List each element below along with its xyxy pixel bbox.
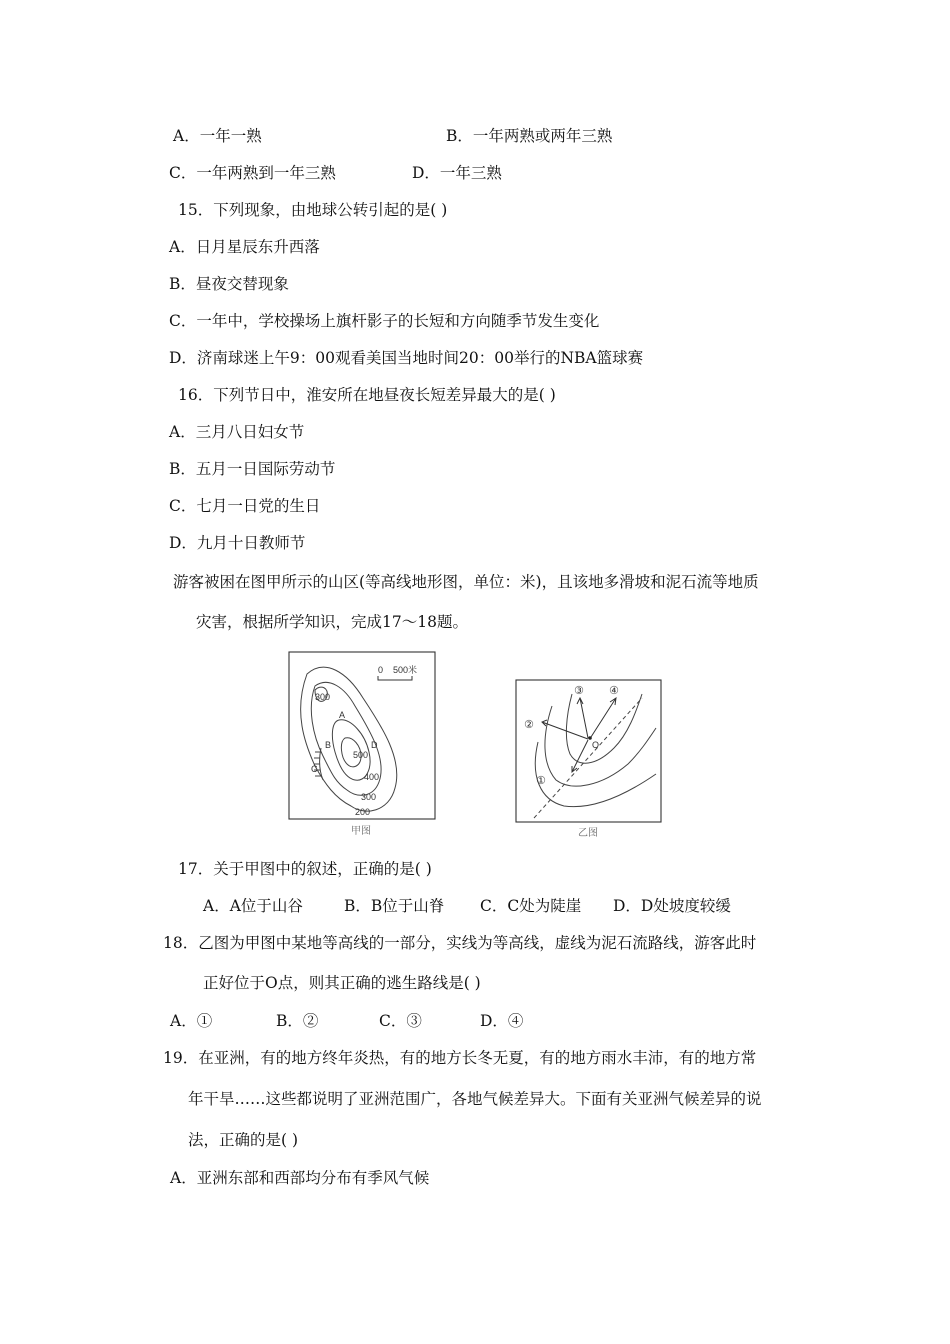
point-label-o: O — [592, 740, 600, 750]
point-label-d: D — [371, 740, 378, 750]
q17-option-b: B．B位于山脊 — [344, 897, 445, 915]
figure-jia-caption: 甲图 — [351, 826, 371, 837]
q19-stem-line-3: 法，正确的是( ) — [188, 1131, 299, 1149]
q18-option-b: B．② — [276, 1012, 319, 1030]
route-label-2: ② — [524, 719, 534, 731]
q14-option-d: D．一年三熟 — [412, 164, 502, 182]
q15-option-c: C．一年中，学校操场上旗杆影子的长短和方向随季节发生变化 — [169, 312, 600, 330]
scale-length-label: 500米 — [393, 665, 418, 675]
arrow-route-1 — [572, 740, 588, 772]
contour-label-200: 200 — [355, 807, 371, 817]
q16-stem: 16．下列节日中，淮安所在地昼夜长短差异最大的是( ) — [178, 386, 556, 404]
q17-stem: 17．关于甲图中的叙述，正确的是( ) — [178, 860, 432, 878]
q19-stem-line-1: 19．在亚洲，有的地方终年炎热，有的地方长冬无夏，有的地方雨水丰沛，有的地方常 — [163, 1049, 757, 1067]
route-label-1: ① — [536, 775, 546, 787]
arrow-route-4 — [591, 698, 616, 737]
q18-option-d: D．④ — [480, 1012, 524, 1030]
contour-200 — [301, 667, 397, 811]
q18-stem-line-1: 18．乙图为甲图中某地等高线的一部分，实线为等高线，虚线为泥石流路线，游客此时 — [163, 934, 757, 952]
arrow-route-3 — [577, 698, 588, 738]
contour-label-300-bottom: 300 — [361, 792, 377, 802]
debris-flow-route — [534, 698, 642, 818]
q15-option-b: B．昼夜交替现象 — [169, 275, 289, 293]
figure-jia-contour-map — [285, 648, 445, 840]
q15-option-a: A．日月星辰东升西落 — [169, 238, 320, 256]
arrow-route-2 — [542, 720, 588, 739]
q15-option-d: D．济南球迷上午9：00观看美国当地时间20：00举行的NBA篮球赛 — [169, 349, 644, 367]
q16-option-a: A．三月八日妇女节 — [169, 423, 305, 441]
route-label-4: ④ — [609, 685, 619, 697]
scale-zero-label: 0 — [378, 665, 384, 675]
q19-stem-line-2: 年干旱……这些都说明了亚洲范围广，各地气候差异大。下面有关亚洲气候差异的说 — [188, 1090, 762, 1108]
q18-option-c: C．③ — [379, 1012, 422, 1030]
q14-option-c: C．一年两熟到一年三熟 — [169, 164, 336, 182]
q18-stem-line-2: 正好位于O点，则其正确的逃生路线是( ) — [203, 974, 481, 992]
point-label-a: A — [339, 710, 346, 720]
intro-line-2: 灾害，根据所学知识，完成17～18题。 — [196, 613, 468, 631]
q15-stem: 15．下列现象，由地球公转引起的是( ) — [178, 201, 448, 219]
point-label-b: B — [325, 740, 332, 750]
point-label-c: C — [311, 764, 318, 774]
scale-bar — [378, 676, 412, 680]
figure-yi-caption: 乙图 — [578, 828, 598, 839]
q14-option-b: B．一年两熟或两年三熟 — [446, 127, 613, 145]
q17-option-d: D．D处坡度较缓 — [613, 897, 731, 915]
q17-option-c: C．C处为陡崖 — [480, 897, 582, 915]
q19-option-a: A．亚洲东部和西部均分布有季风气候 — [170, 1169, 430, 1187]
intro-line-1: 游客被困在图甲所示的山区(等高线地形图，单位：米)，且该地多滑坡和泥石流等地质 — [173, 573, 759, 591]
contour-line-middle — [545, 706, 656, 786]
q16-option-c: C．七月一日党的生日 — [169, 497, 321, 515]
route-label-3: ③ — [574, 685, 584, 697]
contour-label-300-top: 300 — [315, 692, 331, 702]
contour-label-400: 400 — [364, 772, 380, 782]
q16-option-b: B．五月一日国际劳动节 — [169, 460, 336, 478]
contour-label-500: 500 — [353, 750, 369, 760]
contour-line-inner — [566, 694, 642, 763]
q18-option-a: A．① — [170, 1012, 213, 1030]
q17-option-a: A．A位于山谷 — [203, 897, 303, 915]
q16-option-d: D．九月十日教师节 — [169, 534, 306, 552]
q14-option-a: A．一年一熟 — [173, 127, 262, 145]
figure-yi-escape-routes — [512, 676, 664, 840]
